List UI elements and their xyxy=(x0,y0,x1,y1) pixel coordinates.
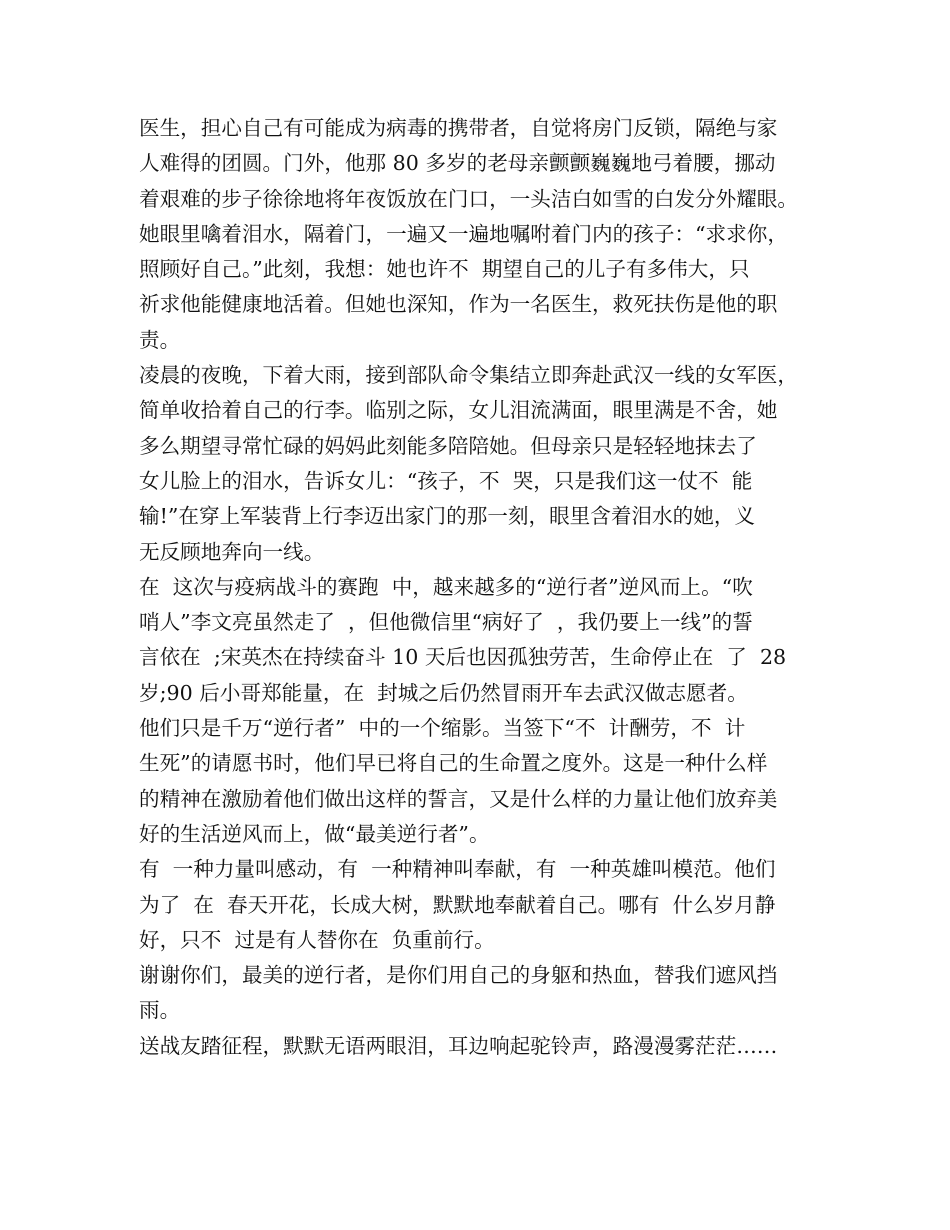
text-line: 多么期望寻常忙碌的妈妈此刻能多陪陪她。但母亲只是轻轻地抹去了 xyxy=(139,433,757,458)
text-line: 谢谢你们，最美的逆行者，是你们用自己的身躯和热血，替我们遮风挡 xyxy=(139,963,778,988)
text-line: 生死”的请愿书时，他们早已将自己的生命置之度外。这是一种什么样 xyxy=(139,751,768,776)
text-line: 责。 xyxy=(139,327,181,352)
text-line: 在 这次与疫病战斗的赛跑 中，越来越多的“逆行者”逆风而上。“吹 xyxy=(139,574,753,599)
text-line: 简单收拾着自己的行李。临别之际，女儿泪流满面，眼里满是不舍，她 xyxy=(139,398,778,423)
text-line: 着艰难的步子徐徐地将年夜饭放在门口，一头洁白如雪的白发分外耀眼。 xyxy=(139,186,798,211)
text-line: 她眼里噙着泪水，隔着门，一遍又一遍地嘱咐着门内的孩子：“求求你， xyxy=(139,221,788,246)
text-line: 好，只不 过是有人替你在 负重前行。 xyxy=(139,927,495,952)
text-line: 人难得的团圆。门外，他那 80 多岁的老母亲颤颤巍巍地弓着腰，挪动 xyxy=(139,151,776,176)
text-line: 输!”在穿上军装背上行李迈出家门的那一刻，眼里含着泪水的她，义 xyxy=(139,504,756,529)
text-line: 无反顾地奔向一线。 xyxy=(139,539,325,564)
text-line: 他们只是千万“逆行者” 中的一个缩影。当签下“不 计酬劳，不 计 xyxy=(139,716,746,741)
text-line: 岁;90 后小哥郑能量，在 封城之后仍然冒雨开车去武汉做志愿者。 xyxy=(139,680,748,705)
text-line: 有 一种力量叫感动，有 一种精神叫奉献，有 一种英雄叫模范。他们 xyxy=(139,857,776,882)
text-line: 医生，担心自己有可能成为病毒的携带者，自觉将房门反锁，隔绝与家 xyxy=(139,116,778,140)
text-line: 雨。 xyxy=(139,998,181,1023)
text-line: 言依在 ;宋英杰在持续奋斗 10 天后也因孤独劳苦，生命停止在 了 28 xyxy=(139,645,787,670)
text-line: 女儿脸上的泪水，告诉女儿：“孩子，不 哭，只是我们这一仗不 能 xyxy=(139,468,753,493)
text-line: 的精神在激励着他们做出这样的誓言，又是什么样的力量让他们放弃美 xyxy=(139,786,778,811)
text-line: 为了 在 春天开花，长成大树，默默地奉献着自己。哪有 什么岁月静 xyxy=(139,892,776,917)
text-line: 照顾好自己。”此刻，我想：她也许不 期望自己的儿子有多伟大，只 xyxy=(139,257,750,282)
text-line: 凌晨的夜晚，下着大雨，接到部队命令集结立即奔赴武汉一线的女军医， xyxy=(139,363,798,388)
text-line: 送战友踏征程，默默无语两眼泪，耳边响起驼铃声，路漫漫雾茫茫…… xyxy=(139,1033,778,1058)
document-page xyxy=(139,111,839,1064)
text-line: 哨人”李文亮虽然走了 ，但他微信里“病好了 ，我仍要上一线”的誓 xyxy=(139,610,753,635)
text-line: 祈求他能健康地活着。但她也深知，作为一名医生，救死扶伤是他的职 xyxy=(139,292,778,317)
text-line: 好的生活逆风而上，做“最美逆行者”。 xyxy=(139,821,490,846)
